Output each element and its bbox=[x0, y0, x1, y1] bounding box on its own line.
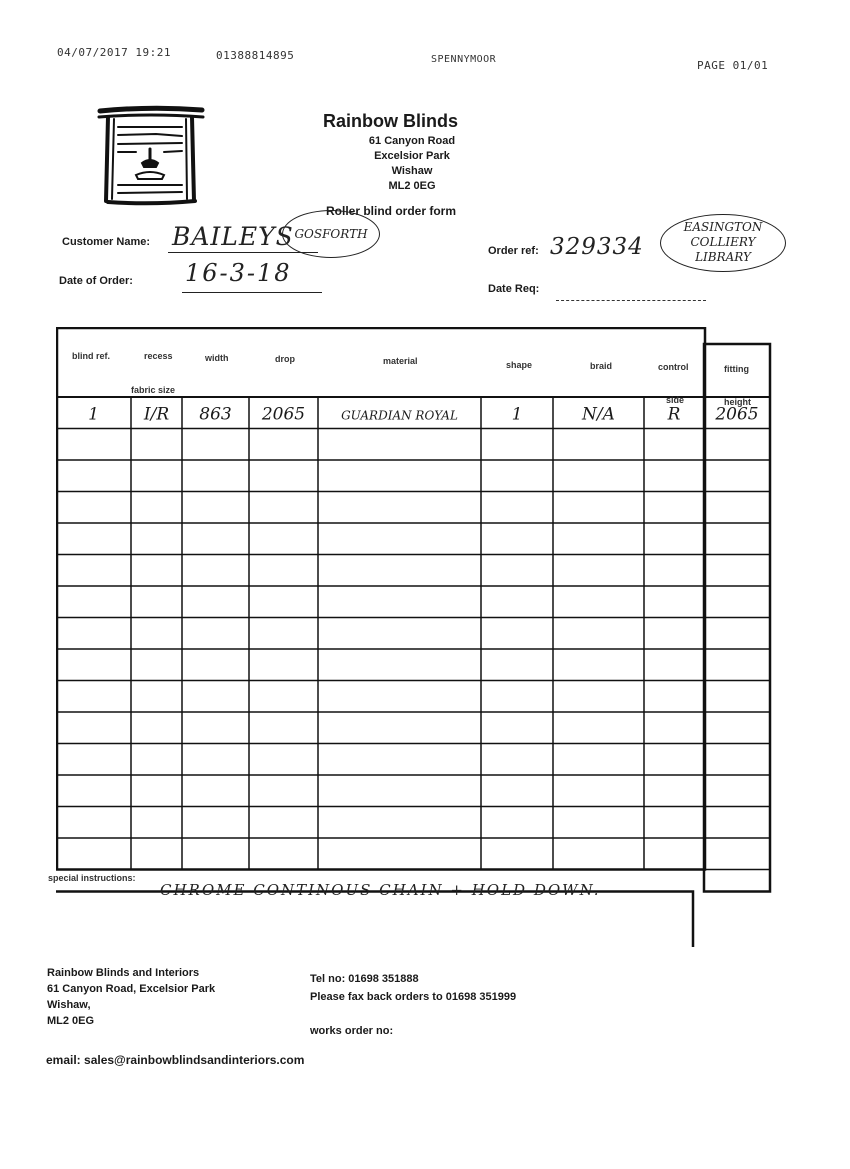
order-ref-field[interactable]: 329334 bbox=[550, 234, 644, 260]
address-line: 61 Canyon Road bbox=[368, 135, 456, 147]
order-table bbox=[56, 327, 776, 947]
customer-name-field[interactable]: BAILEYS bbox=[172, 222, 294, 251]
date-req-label: Date Req: bbox=[488, 283, 540, 295]
footer-company-line: Rainbow Blinds and Interiors bbox=[47, 967, 200, 979]
header-material: material bbox=[383, 356, 418, 366]
address-line: Wishaw bbox=[391, 165, 433, 177]
address-line: ML2 0EG bbox=[388, 180, 436, 192]
address-line: Excelsior Park bbox=[374, 150, 450, 162]
company-address bbox=[352, 134, 472, 194]
header-fitting: fitting bbox=[724, 364, 749, 374]
special-instructions-field[interactable]: CHROME CONTINOUS CHAIN + HOLD DOWN. bbox=[160, 881, 601, 899]
footer-tel: Tel no: 01698 351888 bbox=[310, 973, 419, 985]
footer-company-line: ML2 0EG bbox=[47, 1015, 95, 1027]
footer-works-order: works order no: bbox=[310, 1025, 394, 1037]
order-ref-note-line: LIBRARY bbox=[695, 250, 751, 264]
header-width: width bbox=[205, 353, 229, 363]
table-cell[interactable]: 863 bbox=[199, 404, 232, 425]
order-ref-note-line: COLLIERY bbox=[690, 235, 756, 249]
table-cell[interactable]: I/R bbox=[143, 404, 170, 425]
header-fabric-size: fabric size bbox=[131, 385, 176, 395]
order-ref-note bbox=[660, 214, 786, 272]
date-of-order-field[interactable]: 16-3-18 bbox=[185, 259, 292, 287]
order-ref-note-line: EASINGTON bbox=[683, 220, 763, 234]
table-cell[interactable]: R bbox=[667, 404, 681, 425]
header-side: side bbox=[666, 395, 685, 405]
header-drop: drop bbox=[275, 354, 295, 364]
header-blind-ref: blind ref. bbox=[72, 351, 110, 361]
footer-company-line: 61 Canyon Road, Excelsior Park bbox=[47, 983, 216, 995]
form-title: Roller blind order form bbox=[326, 204, 457, 218]
order-ref-label: Order ref: bbox=[488, 245, 539, 257]
header-recess: recess bbox=[144, 351, 173, 361]
header-height: height bbox=[724, 397, 751, 407]
header-braid: braid bbox=[590, 361, 613, 371]
special-instructions-box bbox=[56, 892, 693, 948]
table-cell[interactable]: 2065 bbox=[261, 404, 306, 425]
footer-email: email: sales@rainbowblindsandinteriors.com bbox=[46, 1053, 305, 1067]
table-cell[interactable]: 1 bbox=[511, 404, 523, 425]
fax-phone: 01388814895 bbox=[216, 49, 295, 62]
fax-page: PAGE 01/01 bbox=[697, 59, 769, 72]
special-instructions-label: special instructions: bbox=[48, 873, 136, 883]
table-cell[interactable]: GUARDIAN ROYAL bbox=[341, 408, 458, 423]
header-shape: shape bbox=[506, 360, 533, 370]
customer-name-label: Customer Name: bbox=[62, 236, 151, 248]
header-control: control bbox=[658, 362, 689, 372]
footer-company bbox=[47, 965, 215, 1029]
footer-fax: Please fax back orders to 01698 351999 bbox=[310, 991, 517, 1003]
fax-location: SPENNYMOOR bbox=[431, 54, 497, 65]
fax-datetime: 04/07/2017 19:21 bbox=[57, 46, 171, 59]
table-cell[interactable]: 1 bbox=[88, 404, 99, 425]
company-name: Rainbow Blinds bbox=[323, 111, 458, 131]
table-cell[interactable]: N/A bbox=[582, 404, 615, 425]
table-cell[interactable]: 2065 bbox=[715, 404, 759, 425]
date-of-order-label: Date of Order: bbox=[59, 275, 133, 287]
footer-company-line: Wishaw, bbox=[47, 999, 91, 1011]
roller-blind-logo bbox=[96, 105, 206, 207]
customer-name-note: GOSFORTH bbox=[282, 210, 380, 258]
date-req-field[interactable] bbox=[556, 298, 706, 301]
date-of-order-line bbox=[182, 290, 322, 293]
